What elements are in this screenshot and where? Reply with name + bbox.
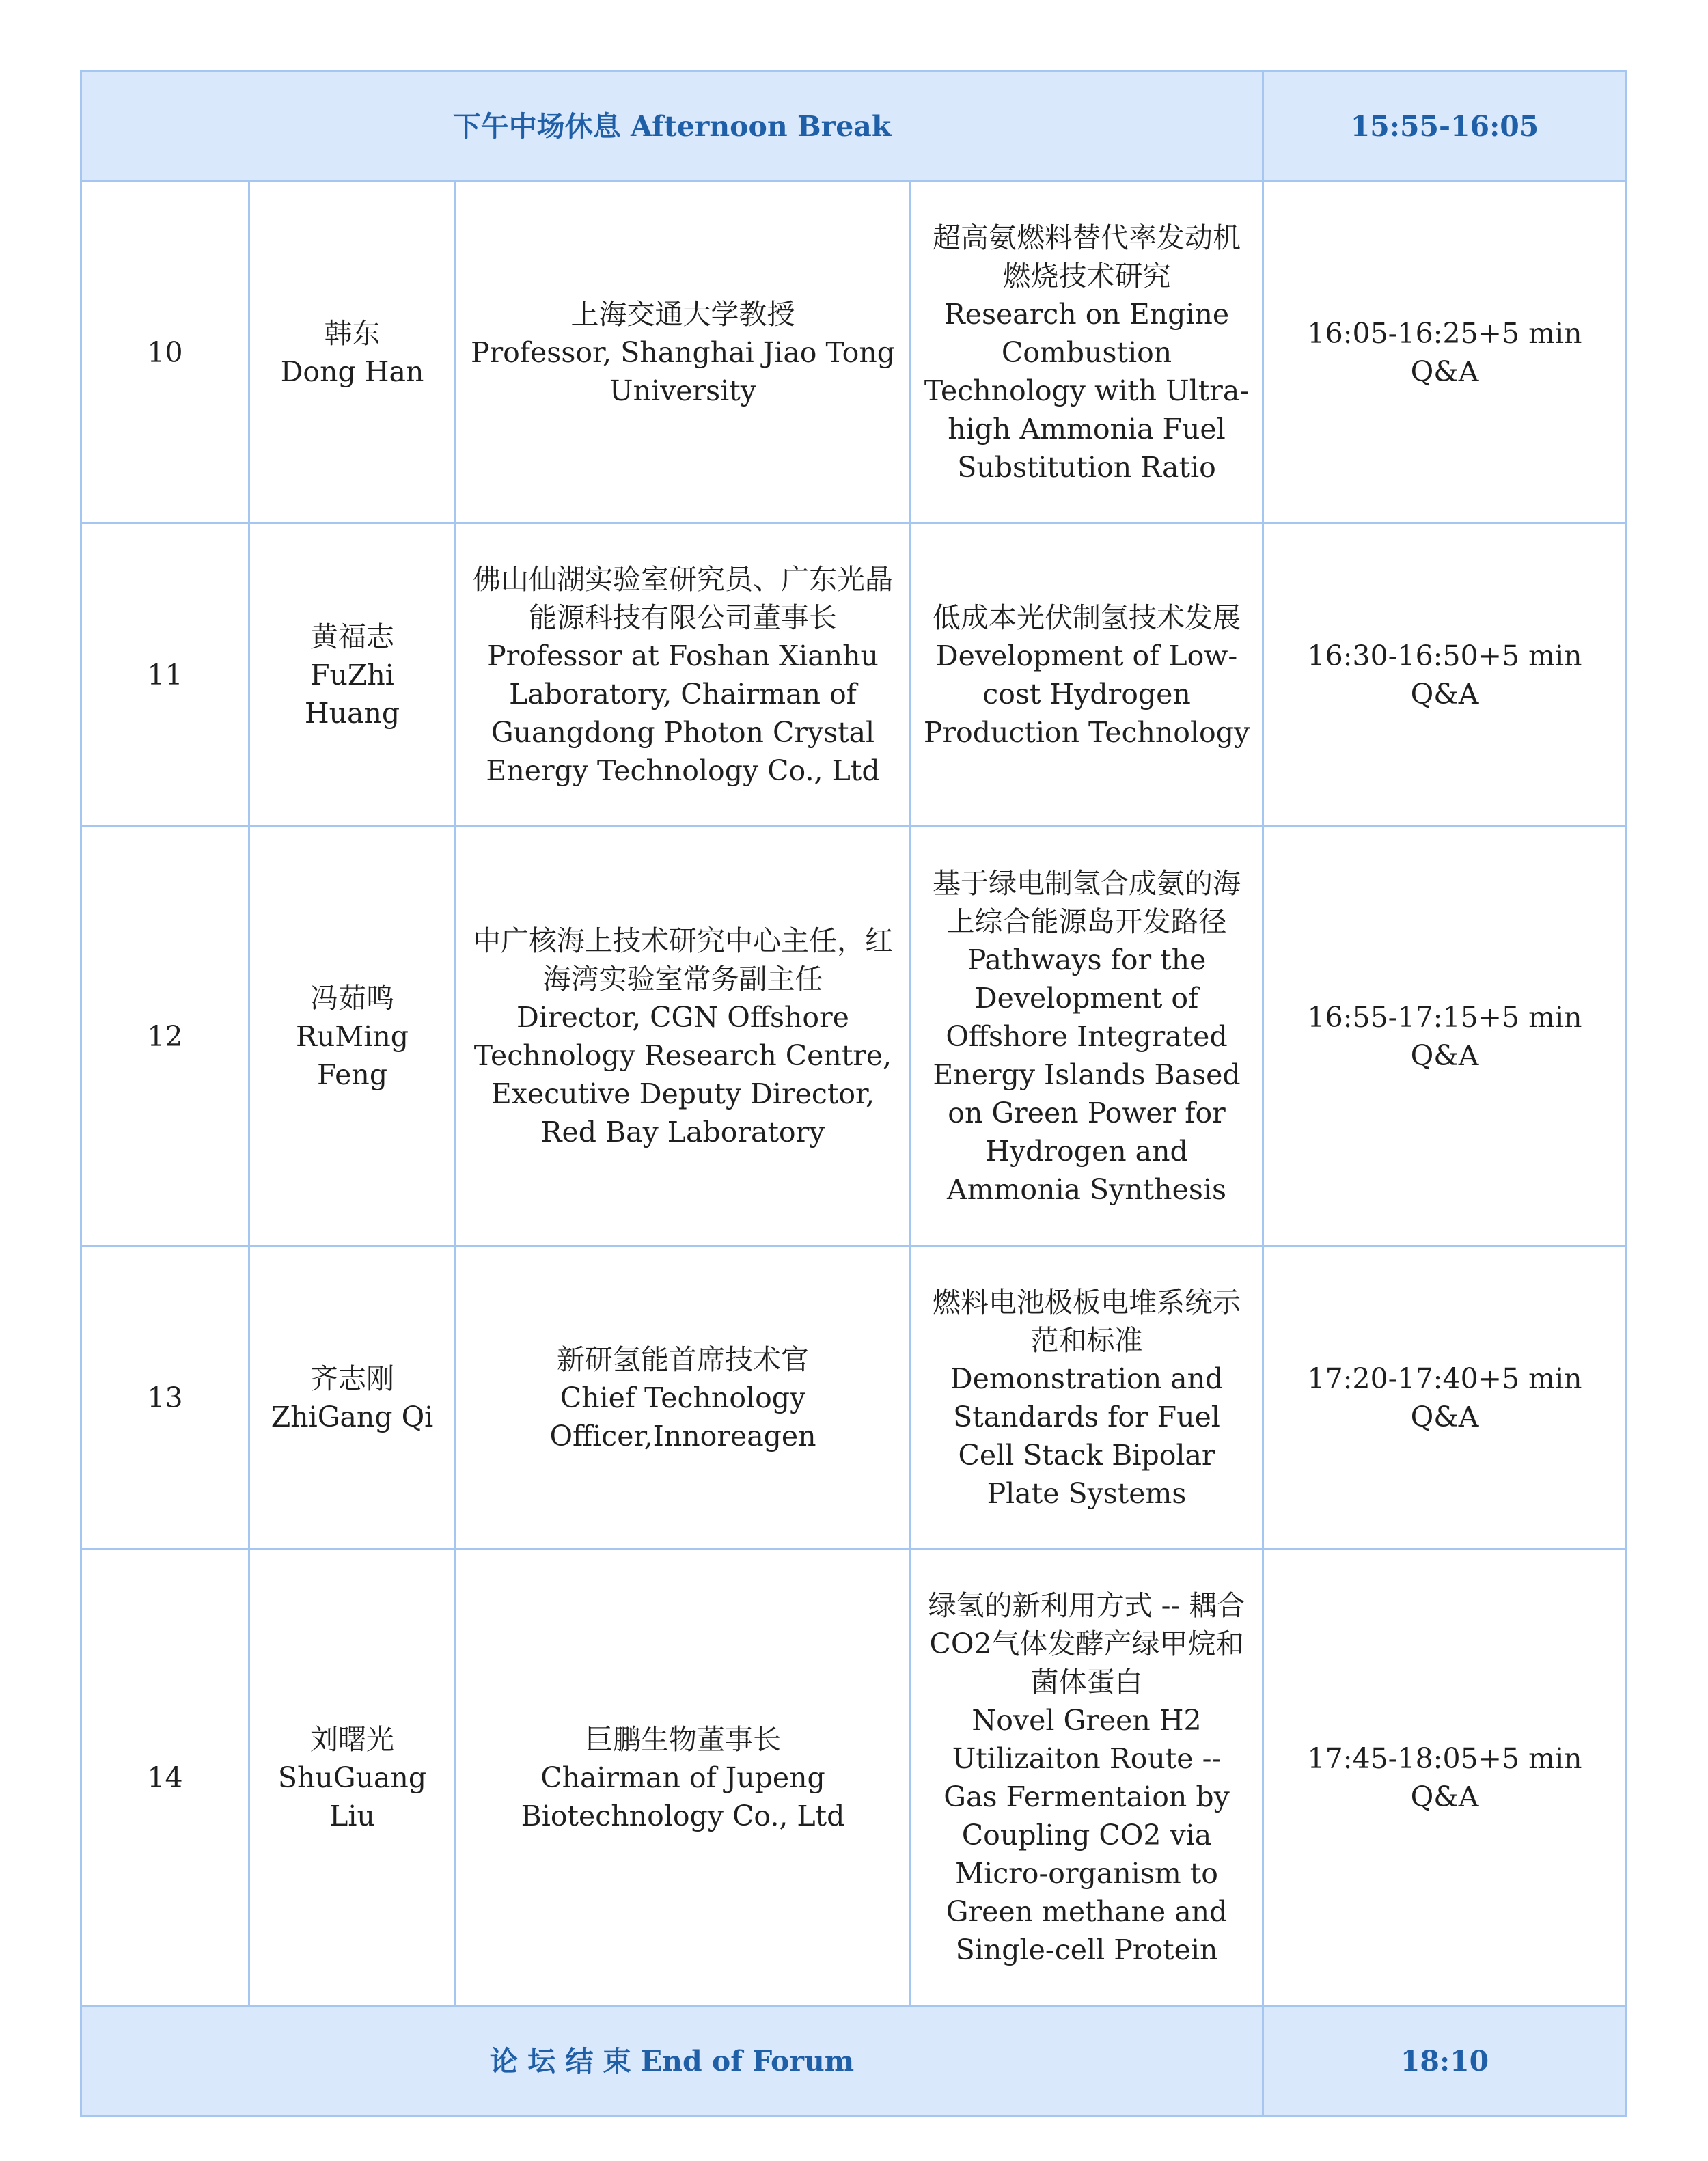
speaker-name [249, 182, 456, 523]
speaker-name-en: FuZhi Huang [304, 658, 400, 730]
session-time-text: 16:30-16:50+5 min Q&A [1307, 639, 1582, 711]
talk-title-en: Novel Green H2 Utilizaiton Route -- Gas Fermentaion by Coupling CO2 via Micro-organism to Green methane and Single-cell Protein [943, 1703, 1230, 1966]
speaker-name-cn: 刘曙光 [310, 1722, 394, 1756]
speaker-name-cn: 冯茹鸣 [310, 981, 394, 1015]
talk-title [911, 1246, 1263, 1550]
session-number [81, 523, 249, 827]
talk-title [911, 523, 1263, 827]
session-number-text: 12 [147, 1019, 183, 1053]
session-row [81, 523, 1627, 827]
talk-title [911, 1550, 1263, 2006]
speaker-name-en: ZhiGang Qi [271, 1400, 434, 1433]
session-number [81, 1550, 249, 2006]
affiliation-cn: 佛山仙湖实验室研究员、广东光晶能源科技有限公司董事长 [473, 562, 893, 634]
talk-title-cn: 基于绿电制氢合成氨的海上综合能源岛开发路径 [933, 866, 1241, 938]
speaker-name-cn: 黄福志 [310, 620, 394, 653]
session-row [81, 1246, 1627, 1550]
affiliation-en: Director, CGN Offshore Technology Research Centre, Executive Deputy Director, Red Bay Laboratory [473, 1000, 892, 1148]
affiliation-en: Chairman of Jupeng Biotechnology Co., Ltd [521, 1761, 845, 1832]
talk-title-cn: 低成本光伏制氢技术发展 [933, 601, 1241, 634]
session-time [1263, 182, 1627, 523]
affiliation-en: Chief Technology Officer,Innoreagen [549, 1381, 816, 1453]
end-of-forum-row [81, 2006, 1627, 2117]
break-time: 15:55-16:05 [1263, 71, 1627, 182]
session-row [81, 1550, 1627, 2006]
session-time-text: 17:20-17:40+5 min Q&A [1307, 1362, 1582, 1433]
session-row [81, 827, 1627, 1246]
talk-title [911, 182, 1263, 523]
affiliation-en: Professor, Shanghai Jiao Tong University [470, 335, 896, 407]
session-time-text: 16:55-17:15+5 min Q&A [1307, 1000, 1582, 1072]
speaker-name-cn: 韩东 [324, 316, 381, 350]
talk-title-en: Pathways for the Development of Offshore Integrated Energy Islands Based on Green Power for Hydrogen and Ammonia Synthesis [933, 943, 1241, 1206]
session-number [81, 182, 249, 523]
affiliation-cn: 中广核海上技术研究中心主任，红海湾实验室常务副主任 [473, 924, 893, 995]
speaker-affiliation [456, 1246, 911, 1550]
speaker-affiliation [456, 523, 911, 827]
session-number-text: 10 [147, 335, 183, 369]
speaker-name [249, 1550, 456, 2006]
speaker-name-cn: 齐志刚 [310, 1362, 394, 1395]
speaker-name [249, 827, 456, 1246]
talk-title-en: Development of Low-cost Hydrogen Production Technology [923, 639, 1250, 749]
session-number [81, 827, 249, 1246]
speaker-name-en: RuMing Feng [295, 1019, 409, 1091]
speaker-name-en: ShuGuang Liu [277, 1761, 427, 1832]
session-number-text: 14 [147, 1761, 183, 1794]
affiliation-cn: 巨鹏生物董事长 [585, 1722, 781, 1756]
affiliation-cn: 新研氢能首席技术官 [557, 1343, 809, 1376]
session-time [1263, 1246, 1627, 1550]
session-time [1263, 1550, 1627, 2006]
speaker-name [249, 1246, 456, 1550]
session-number [81, 1246, 249, 1550]
session-time [1263, 827, 1627, 1246]
talk-title-cn: 超高氨燃料替代率发动机燃烧技术研究 [933, 221, 1241, 292]
session-time-text: 16:05-16:25+5 min Q&A [1307, 316, 1582, 388]
talk-title-en: Demonstration and Standards for Fuel Cell Stack Bipolar Plate Systems [950, 1362, 1224, 1510]
session-time [1263, 523, 1627, 827]
agenda-body [81, 71, 1627, 2117]
talk-title-cn: 燃料电池极板电堆系统示范和标准 [933, 1285, 1241, 1357]
session-row [81, 182, 1627, 523]
break-label: 下午中场休息 Afternoon Break [81, 71, 1263, 182]
speaker-name-en: Dong Han [280, 355, 424, 388]
speaker-affiliation [456, 182, 911, 523]
session-number-text: 11 [147, 658, 183, 691]
speaker-affiliation [456, 1550, 911, 2006]
speaker-name [249, 523, 456, 827]
agenda-table [80, 70, 1627, 2117]
affiliation-cn: 上海交通大学教授 [570, 297, 795, 331]
speaker-affiliation [456, 827, 911, 1246]
session-time-text: 17:45-18:05+5 min Q&A [1307, 1742, 1582, 1813]
session-number-text: 13 [147, 1381, 183, 1414]
affiliation-en: Professor at Foshan Xianhu Laboratory, Chairman of Guangdong Photon Crystal Energy Technology Co., Ltd [486, 639, 880, 787]
end-time: 18:10 [1263, 2006, 1627, 2117]
talk-title-cn: 绿氢的新利用方式 -- 耦合CO2气体发酵产绿甲烷和菌体蛋白 [928, 1588, 1245, 1698]
talk-title [911, 827, 1263, 1246]
talk-title-en: Research on Engine Combustion Technology with Ultra-high Ammonia Fuel Substitution Ratio [924, 297, 1250, 484]
end-label: 论 坛 结 束 End of Forum [81, 2006, 1263, 2117]
afternoon-break-row [81, 71, 1627, 182]
